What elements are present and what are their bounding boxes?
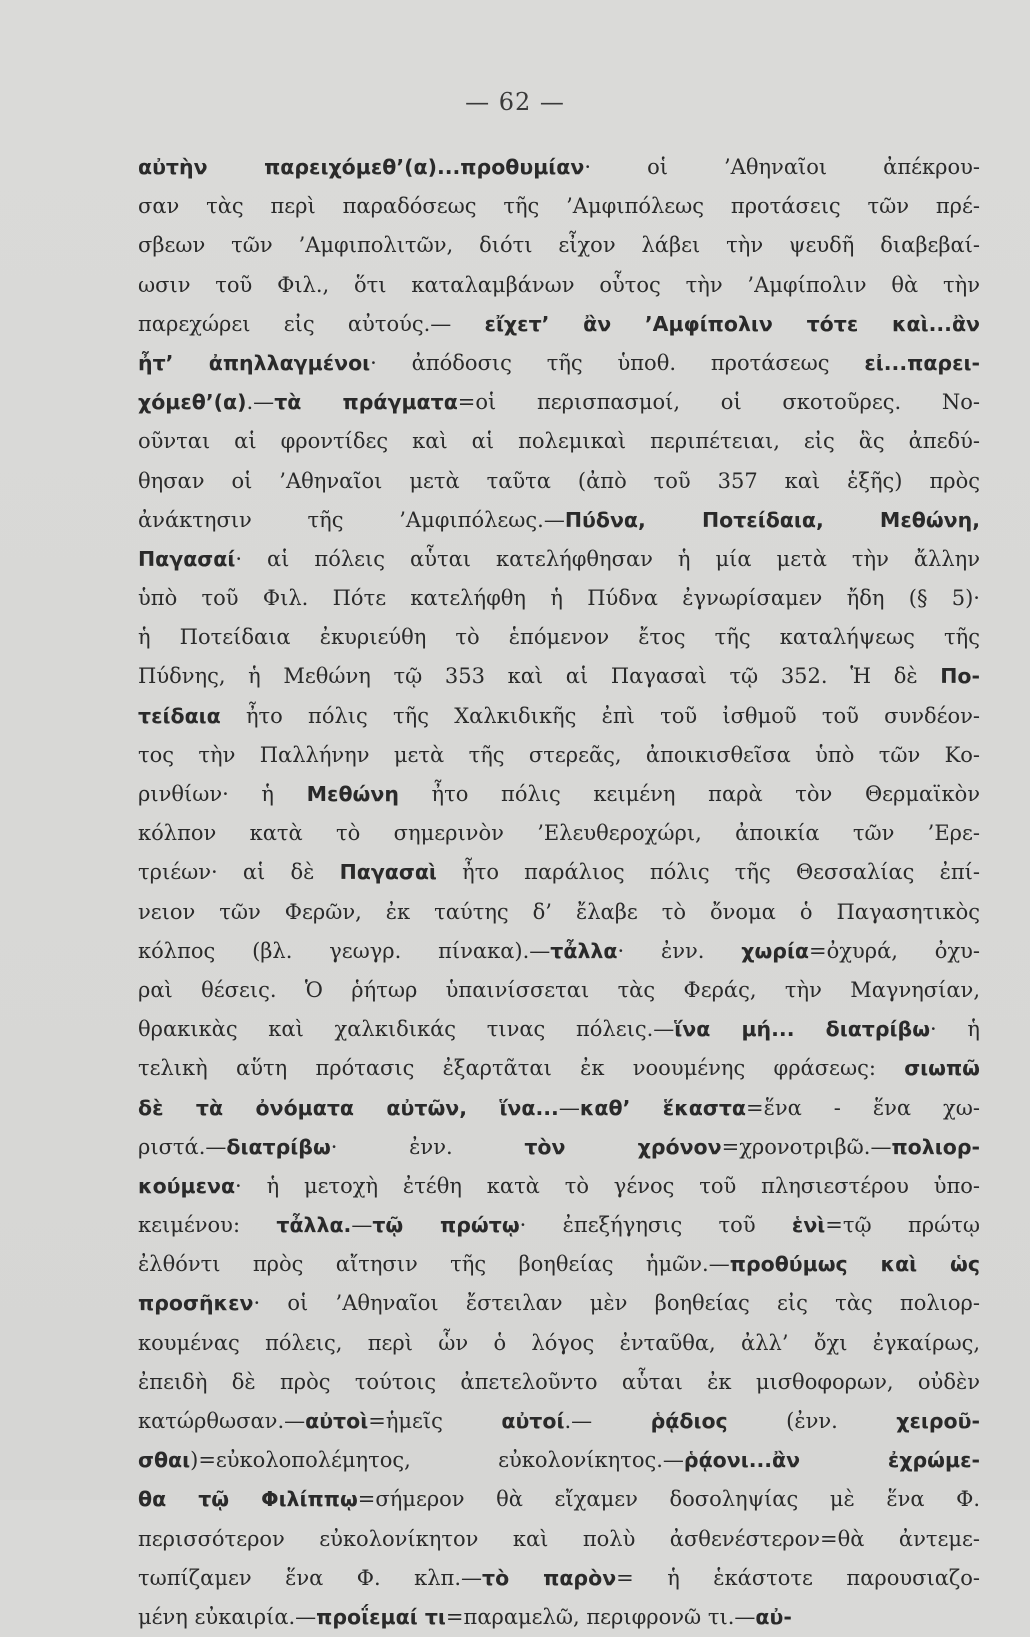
- text-run: (ἐνν.: [727, 1409, 897, 1433]
- text-run: ριστά.—: [138, 1134, 227, 1159]
- text-run: θρακικὰς καὶ χαλκιδικάς τινας πόλεις.—: [138, 1017, 675, 1042]
- text-run: ἀνάκτησιν τῆς ’Αμφιπόλεως.—: [138, 507, 565, 532]
- bold-term: χόμεθ’(α): [138, 390, 247, 415]
- text-run: —: [558, 1095, 580, 1120]
- text-line: [138, 1049, 980, 1088]
- text-run: κόλπος (βλ. γεωγρ. πίνακα).—: [138, 938, 551, 963]
- text-run: νειον τῶν Φερῶν, ἐκ ταύτης δ’ ἔλαβε τὸ ὄνομα ὁ Παγασητικὸς: [138, 899, 980, 924]
- text-line: [138, 1089, 980, 1128]
- text-run: σβεων τῶν ’Αμφιπολιτῶν, διότι εἶχον λάβει τὴν ψευδῆ διαβεβαί-: [138, 233, 980, 258]
- bold-term: αὐτὴν παρειχόμεθ’(α)...προθυμίαν: [138, 155, 585, 179]
- text-run: κατώρθωσαν.—: [138, 1409, 306, 1433]
- text-run: οῦνται αἱ φροντίδες καὶ αἱ πολεμικαὶ περιπέτειαι, εἰς ἃς ἀπεδύ-: [138, 429, 980, 454]
- text-run: τριέων· αἱ δὲ: [138, 860, 340, 885]
- text-run: · οἱ ’Αθηναῖοι ἀπέκρου-: [584, 155, 980, 179]
- text-run: ἐλθόντι πρὸς αἴτησιν τῆς βοηθείας ἡμῶν.—: [138, 1252, 730, 1277]
- text-run: παρεχώρει εἰς αὐτούς.—: [138, 311, 485, 336]
- text-run: .—: [564, 1409, 651, 1433]
- text-line: [138, 1324, 980, 1363]
- text-line: [138, 1402, 980, 1441]
- text-line: [138, 462, 980, 501]
- bold-term: προσῆκεν: [138, 1291, 254, 1316]
- bold-term: Πύδνα, Ποτείδαια, Μεθώνη,: [564, 507, 980, 532]
- text-line: [138, 344, 980, 383]
- commentary-text: [138, 148, 980, 1637]
- bold-term: προΐεμαί τι: [316, 1604, 446, 1629]
- text-run: · οἱ ’Αθηναῖοι ἔστειλαν μὲν βοηθείας εἰς τὰς πολιορ-: [253, 1291, 980, 1316]
- text-line: [138, 971, 980, 1010]
- bold-term: τἆλλα: [550, 938, 618, 963]
- text-run: ἐπειδὴ δὲ πρὸς τούτοις ἀπετελοῦντο αὗται ἐκ μισθοφορων, οὐδὲν: [138, 1369, 980, 1394]
- text-line: [138, 266, 980, 305]
- text-line: [138, 1363, 980, 1402]
- text-line: [138, 1167, 980, 1206]
- text-run: θησαν οἱ ’Αθηναῖοι μετὰ ταῦτα (ἀπὸ τοῦ 357 καὶ ἑξῆς) πρὸς: [138, 468, 980, 493]
- text-run: ἦτο πόλις κειμένη παρὰ τὸν Θερμαϊκὸν: [398, 782, 980, 806]
- text-line: [138, 1128, 980, 1167]
- bold-term: ἵνα μή... διατρίβω: [674, 1017, 931, 1042]
- text-line: [138, 814, 980, 853]
- bold-term: Πο-: [940, 664, 980, 689]
- bold-term: προθύμως καὶ ὡς: [729, 1252, 980, 1277]
- text-run: =οἱ περισπασμοί, οἱ σκοτοῦρες. Νο-: [457, 390, 980, 415]
- bold-term: αὐτοί: [501, 1409, 565, 1433]
- text-line: [138, 1284, 980, 1323]
- text-line: [138, 1598, 980, 1637]
- text-run: =ἕνα - ἕνα χω-: [746, 1095, 980, 1120]
- bold-term: εἴχετ’ ἂν ’Αμφίπολιν τότε καὶ...ἂν: [484, 311, 980, 336]
- bold-term: τείδαια: [138, 703, 221, 728]
- text-line: [138, 501, 980, 540]
- text-line: [138, 226, 980, 265]
- text-run: =παραμελῶ, περιφρονῶ τι.—: [445, 1604, 756, 1629]
- text-run: · ἡ μετοχὴ ἐτέθη κατὰ τὸ γένος τοῦ πλησιεστέρου ὑπο-: [235, 1173, 980, 1198]
- bold-term: τῷ πρώτῳ: [372, 1213, 520, 1238]
- text-run: = ἡ ἑκάστοτε παρουσιαζο-: [616, 1565, 981, 1590]
- text-run: τελικὴ αὕτη πρότασις ἐξαρτᾶται ἐκ νοουμένης φράσεως:: [138, 1056, 905, 1081]
- bold-term: αὐτοὶ: [305, 1409, 369, 1433]
- text-line: [138, 1559, 980, 1598]
- bold-term: αὐ-: [755, 1604, 792, 1629]
- text-run: —: [351, 1213, 373, 1238]
- text-run: · ἐνν.: [330, 1134, 525, 1159]
- text-run: Πύδνης, ἡ Μεθώνη τῷ 353 καὶ αἱ Παγασαὶ τῷ 352. Ἡ δὲ: [138, 664, 941, 689]
- text-line: [138, 422, 980, 461]
- bold-term: Μεθώνη: [306, 782, 399, 806]
- bold-term: σθαι: [138, 1448, 191, 1473]
- text-run: περισσότερον εὐκολονίκητον καὶ πολὺ ἀσθενέστερον=θὰ ἀντεμε-: [138, 1526, 980, 1551]
- text-run: ἡ Ποτείδαια ἐκυριεύθη τὸ ἑπόμενον ἔτος τῆς καταλήψεως τῆς: [138, 625, 980, 650]
- bold-term: πολιορ-: [891, 1134, 980, 1159]
- bold-term: δὲ τὰ ὀνόματα αὐτῶν, ἵνα...: [138, 1095, 559, 1120]
- bold-term: ἦτ’ ἀπηλλαγμένοι: [138, 350, 371, 375]
- text-run: σαν τὰς περὶ παραδόσεως τῆς ’Αμφιπόλεως προτάσεις τῶν πρέ-: [138, 194, 980, 219]
- page-number: — 62 —: [465, 88, 565, 116]
- text-run: · αἱ πόλεις αὗται κατελήφθησαν ἡ μία μετὰ τὴν ἄλλην: [235, 546, 980, 571]
- bold-term: τὸ παρὸν: [482, 1565, 617, 1590]
- bold-term: θα τῷ Φιλίππῳ: [138, 1487, 358, 1512]
- text-line: [138, 736, 980, 775]
- text-run: · ἐνν.: [617, 938, 742, 963]
- bold-term: ῥᾴδιος: [650, 1409, 728, 1433]
- text-run: · ἡ: [930, 1017, 980, 1042]
- bold-term: ῥᾴονι...ἂν ἐχρώμε-: [683, 1448, 980, 1473]
- text-line: [138, 1010, 980, 1049]
- text-line: [138, 657, 980, 696]
- text-line: [138, 618, 980, 657]
- text-line: [138, 775, 980, 814]
- text-line: [138, 148, 980, 187]
- bold-term: τἆλλα.: [276, 1213, 352, 1238]
- bold-term: τὰ πράγματα: [274, 390, 458, 415]
- text-run: · ἀπόδοσις τῆς ὑποθ. προτάσεως: [370, 350, 865, 375]
- text-line: [138, 1520, 980, 1559]
- text-run: τωπίζαμεν ἕνα Φ. κλπ.—: [138, 1565, 483, 1590]
- bold-term: Παγασαὶ: [339, 860, 437, 885]
- text-run: κειμένου:: [138, 1213, 277, 1238]
- text-run: =τῷ πρώτῳ: [825, 1213, 980, 1238]
- bold-term: χειροῦ-: [896, 1409, 980, 1433]
- text-run: μένη εὐκαιρία.—: [138, 1604, 317, 1629]
- text-run: ρινθίων· ἡ: [138, 782, 307, 806]
- text-line: [138, 893, 980, 932]
- text-line: [138, 187, 980, 226]
- text-run: .—: [246, 390, 275, 415]
- text-line: [138, 1441, 980, 1480]
- text-run: )=εὐκολοπολέμητος, εὐκολονίκητος.—: [190, 1448, 684, 1473]
- bold-term: διατρίβω: [226, 1134, 331, 1159]
- text-line: [138, 1206, 980, 1245]
- text-line: [138, 383, 980, 422]
- text-run: ἦτο παράλιος πόλις τῆς Θεσσαλίας ἐπί-: [436, 860, 980, 885]
- text-run: =σήμερον θὰ εἴχαμεν δοσοληψίας μὲ ἕνα Φ.: [357, 1487, 981, 1512]
- text-run: κουμένας πόλεις, περὶ ὧν ὁ λόγος ἐνταῦθα, ἀλλ’ ὄχι ἐγκαίρως,: [138, 1330, 980, 1355]
- text-run: κόλπον κατὰ τὸ σημερινὸν ’Ελευθεροχώρι, ἀποικία τῶν ’Ερε-: [138, 821, 980, 846]
- text-run: ραὶ θέσεις. Ὁ ῥήτωρ ὑπαινίσσεται τὰς Φεράς, τὴν Μαγνησίαν,: [138, 977, 980, 1002]
- text-run: ἦτο πόλις τῆς Χαλκιδικῆς ἐπὶ τοῦ ἰσθμοῦ τοῦ συνδέον-: [220, 703, 980, 728]
- bold-term: κούμενα: [138, 1173, 236, 1198]
- text-line: [138, 932, 980, 971]
- bold-term: σιωπῶ: [904, 1056, 980, 1081]
- text-run: =χρονοτριβῶ.—: [721, 1134, 892, 1159]
- bold-term: χωρία: [741, 938, 810, 963]
- bold-term: καθ’ ἕκαστα: [579, 1095, 746, 1120]
- text-line: [138, 853, 980, 892]
- text-run: ωσιν τοῦ Φιλ., ὅτι καταλαμβάνων οὗτος τὴν ’Αμφίπολιν θὰ τὴν: [138, 272, 980, 297]
- text-line: [138, 697, 980, 736]
- text-run: =ἡμεῖς: [368, 1409, 502, 1433]
- bold-term: ἑνὶ: [791, 1213, 826, 1238]
- bold-term: Παγασαί: [138, 546, 236, 571]
- text-line: [138, 579, 980, 618]
- bold-term: εἰ...παρει-: [864, 350, 980, 375]
- text-run: · ἐπεξήγησις τοῦ: [519, 1213, 792, 1238]
- bold-term: τὸν χρόνον: [524, 1134, 722, 1159]
- text-line: [138, 305, 980, 344]
- text-line: [138, 1245, 980, 1284]
- text-run: ὑπὸ τοῦ Φιλ. Πότε κατελήφθη ἡ Πύδνα ἐγνωρίσαμεν ἤδη (§ 5)·: [138, 586, 980, 611]
- text-run: τος τὴν Παλλήνην μετὰ τῆς στερεᾶς, ἀποικισθεῖσα ὑπὸ τῶν Κο-: [138, 742, 980, 767]
- text-line: [138, 540, 980, 579]
- text-run: =ὀχυρά, ὀχυ-: [809, 938, 980, 963]
